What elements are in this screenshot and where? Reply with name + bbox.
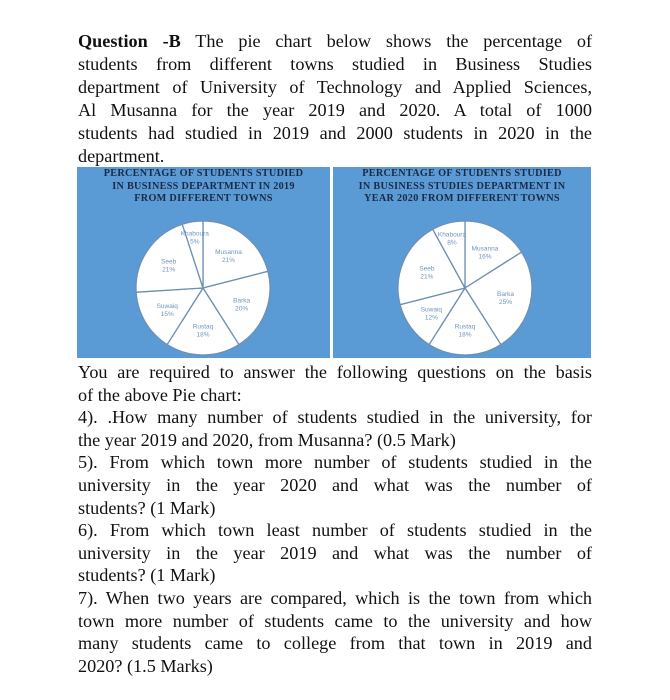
slice-label: Seeb xyxy=(161,258,177,266)
question-line: of the above Pie chart: xyxy=(78,384,242,405)
slice-label: Musanna xyxy=(471,245,499,253)
chart-title-line: PERCENTAGE OF STUDENTS STUDIED xyxy=(362,168,562,179)
chart-title-line: PERCENTAGE OF STUDENTS STUDIED xyxy=(103,168,304,179)
pie-chart-2019 xyxy=(77,167,330,358)
slice-value-label: 20% xyxy=(235,305,249,313)
question-line: 4). .How many number of students studied in the university, for xyxy=(78,407,592,428)
questions xyxy=(78,361,592,677)
slice-label: Barka xyxy=(497,291,515,299)
question-line: You are required to answer the following questions on the basis xyxy=(78,362,592,382)
question-line: 7). When two years are compared, which is the town from which xyxy=(78,587,592,608)
question-line: students? (1 Mark) xyxy=(78,565,216,586)
slice-value-label: 18% xyxy=(196,331,210,339)
question-line: university in the year 2020 and what was the number of xyxy=(78,474,592,495)
chart-title-line: YEAR 2020 FROM DIFFERENT TOWNS xyxy=(364,193,560,204)
question-intro xyxy=(78,30,592,168)
question-line: many students came to college from that town in 2019 and xyxy=(78,633,592,654)
slice-value-label: 15% xyxy=(160,311,174,319)
slice-value-label: 16% xyxy=(478,253,492,261)
slice-label: Seeb xyxy=(419,265,435,273)
question-line: town more number of students came to the university and how xyxy=(78,610,592,631)
pie-chart-2020 xyxy=(333,167,591,358)
slice-value-label: 25% xyxy=(499,299,513,307)
slice-label: Rustaq xyxy=(192,323,214,331)
slice-value-label: 5% xyxy=(190,238,200,246)
chart-title-line: IN BUSINESS DEPARTMENT IN 2019 xyxy=(112,180,295,192)
slice-value-label: 8% xyxy=(447,239,457,247)
slice-value-label: 21% xyxy=(420,273,434,281)
slice-value-label: 21% xyxy=(162,266,176,274)
question-line: 6). From which town least number of students studied in the xyxy=(78,520,592,541)
intro-line: students had studied in 2019 and 2000 students in 2020 in the xyxy=(78,123,592,143)
slice-value-label: 12% xyxy=(424,314,438,322)
chart-title-line: FROM DIFFERENT TOWNS xyxy=(134,193,273,204)
slice-label: Khaboura xyxy=(437,231,467,239)
intro-text: The pie chart below shows the percentage of xyxy=(180,31,592,51)
question-line: 2020? (1.5 Marks) xyxy=(78,655,213,676)
slice-label: Rustaq xyxy=(454,323,476,331)
slice-label: Khaboura xyxy=(180,230,209,238)
intro-line: department of University of Technology and Applied Sciences, xyxy=(78,77,592,97)
question-line: the year 2019 and 2020, from Musanna? (0.5 Mark) xyxy=(78,429,456,450)
slice-label: Suwaiq xyxy=(156,303,178,311)
question-line: students? (1 Mark) xyxy=(78,497,216,518)
slice-value-label: 21% xyxy=(221,257,235,265)
pie-svg xyxy=(333,167,591,358)
question-label: Question -B xyxy=(78,31,181,51)
intro-line: students from different towns studied in Business Studies xyxy=(78,54,592,74)
intro-line: Al Musanna for the year 2019 and 2020. A total of 1000 xyxy=(78,100,592,120)
slice-label: Barka xyxy=(233,297,251,305)
slice-label: Suwaiq xyxy=(420,306,443,314)
intro-line xyxy=(78,30,592,53)
slice-label: Musanna xyxy=(215,249,242,257)
pie-svg xyxy=(77,167,330,358)
question-line: university in the year 2019 and what was the number of xyxy=(78,542,592,563)
slice-value-label: 18% xyxy=(458,331,472,339)
chart-title-line: IN BUSINESS STUDIES DEPARTMENT IN xyxy=(358,180,566,192)
question-line: 5). From which town more number of students studied in the xyxy=(78,452,592,473)
intro-line: department. xyxy=(78,146,165,166)
